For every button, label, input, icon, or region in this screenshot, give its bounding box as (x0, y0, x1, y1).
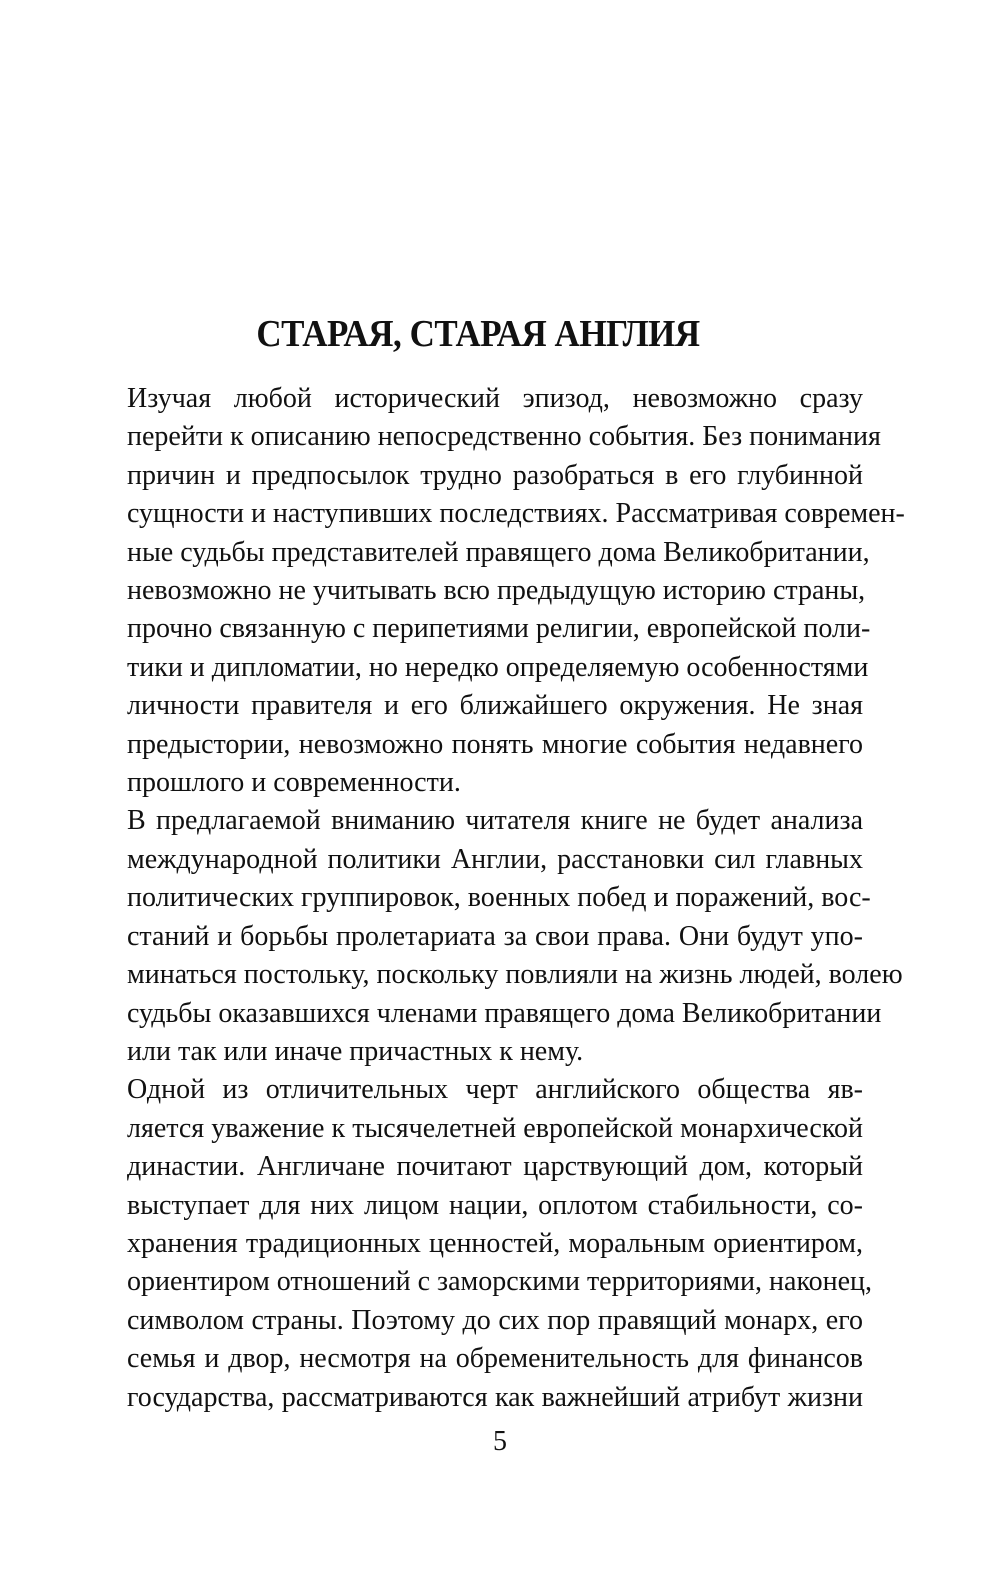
page-number: 5 (493, 1426, 507, 1457)
text-line: или так или иначе причастных к нему. (127, 1035, 584, 1067)
text-line: ляется уважение к тысячелетней европейской монархической (127, 1112, 863, 1144)
text-line: Одной из отличительных черт английского общества яв- (127, 1074, 863, 1106)
text-line: выступает для них лицом нации, оплотом стабильности, со- (127, 1189, 863, 1221)
text-line: ные судьбы представителей правящего дома Великобритании, (127, 536, 870, 568)
text-line: государства, рассматриваются как важнейший атрибут жизни (127, 1381, 863, 1413)
paragraph-1 (93, 380, 905, 802)
text-line: Изучая любой исторический эпизод, невозможно сразу (127, 383, 863, 414)
text-line: прошлого и современности. (127, 767, 461, 799)
text-line: тики и дипломатии, но нередко определяемую особенностями (127, 651, 869, 683)
text-line: предыстории, невозможно понять многие события недавнего (127, 728, 863, 760)
text-line: династии. Англичане почитают царствующий дом, который (127, 1151, 863, 1183)
text-line: станий и борьбы пролетариата за свои права. Они будут упо- (127, 920, 863, 952)
text-line: минаться постольку, поскольку повлияли на жизнь людей, волею (127, 959, 903, 991)
text-line: символом страны. Поэтому до сих пор правящий монарх, его (127, 1304, 863, 1336)
chapter-title: СТАРАЯ, СТАРАЯ АНГЛИЯ (256, 313, 700, 355)
body-text (93, 380, 905, 1417)
paragraph-2 (93, 802, 903, 1071)
text-line: хранения традиционных ценностей, моральным ориентиром, (127, 1227, 863, 1259)
paragraph-3 (93, 1071, 873, 1417)
text-line: ориентиром отношений с заморскими территориями, наконец, (127, 1266, 873, 1298)
text-line: политических группировок, военных побед и поражений, вос- (127, 882, 871, 914)
text-line: личности правителя и его ближайшего окружения. Не зная (127, 690, 863, 722)
text-line: прочно связанную с перипетиями религии, европейской поли- (127, 613, 871, 645)
text-line: семья и двор, несмотря на обременительность для финансов (127, 1343, 863, 1375)
text-line: В предлагаемой вниманию читателя книге не будет анализа (127, 805, 863, 837)
text-line: судьбы оказавшихся членами правящего дома Великобритании (127, 997, 882, 1029)
text-line: международной политики Англии, расстановки сил главных (127, 843, 863, 875)
text-line: невозможно не учитывать всю предыдущую историю страны, (127, 575, 866, 607)
text-line: перейти к описанию непосредственно события. Без понимания (127, 421, 881, 453)
text-line: причин и предпосылок трудно разобраться в его глубинной (127, 459, 863, 491)
text-line: сущности и наступивших последствиях. Рассматривая современ- (127, 498, 905, 530)
